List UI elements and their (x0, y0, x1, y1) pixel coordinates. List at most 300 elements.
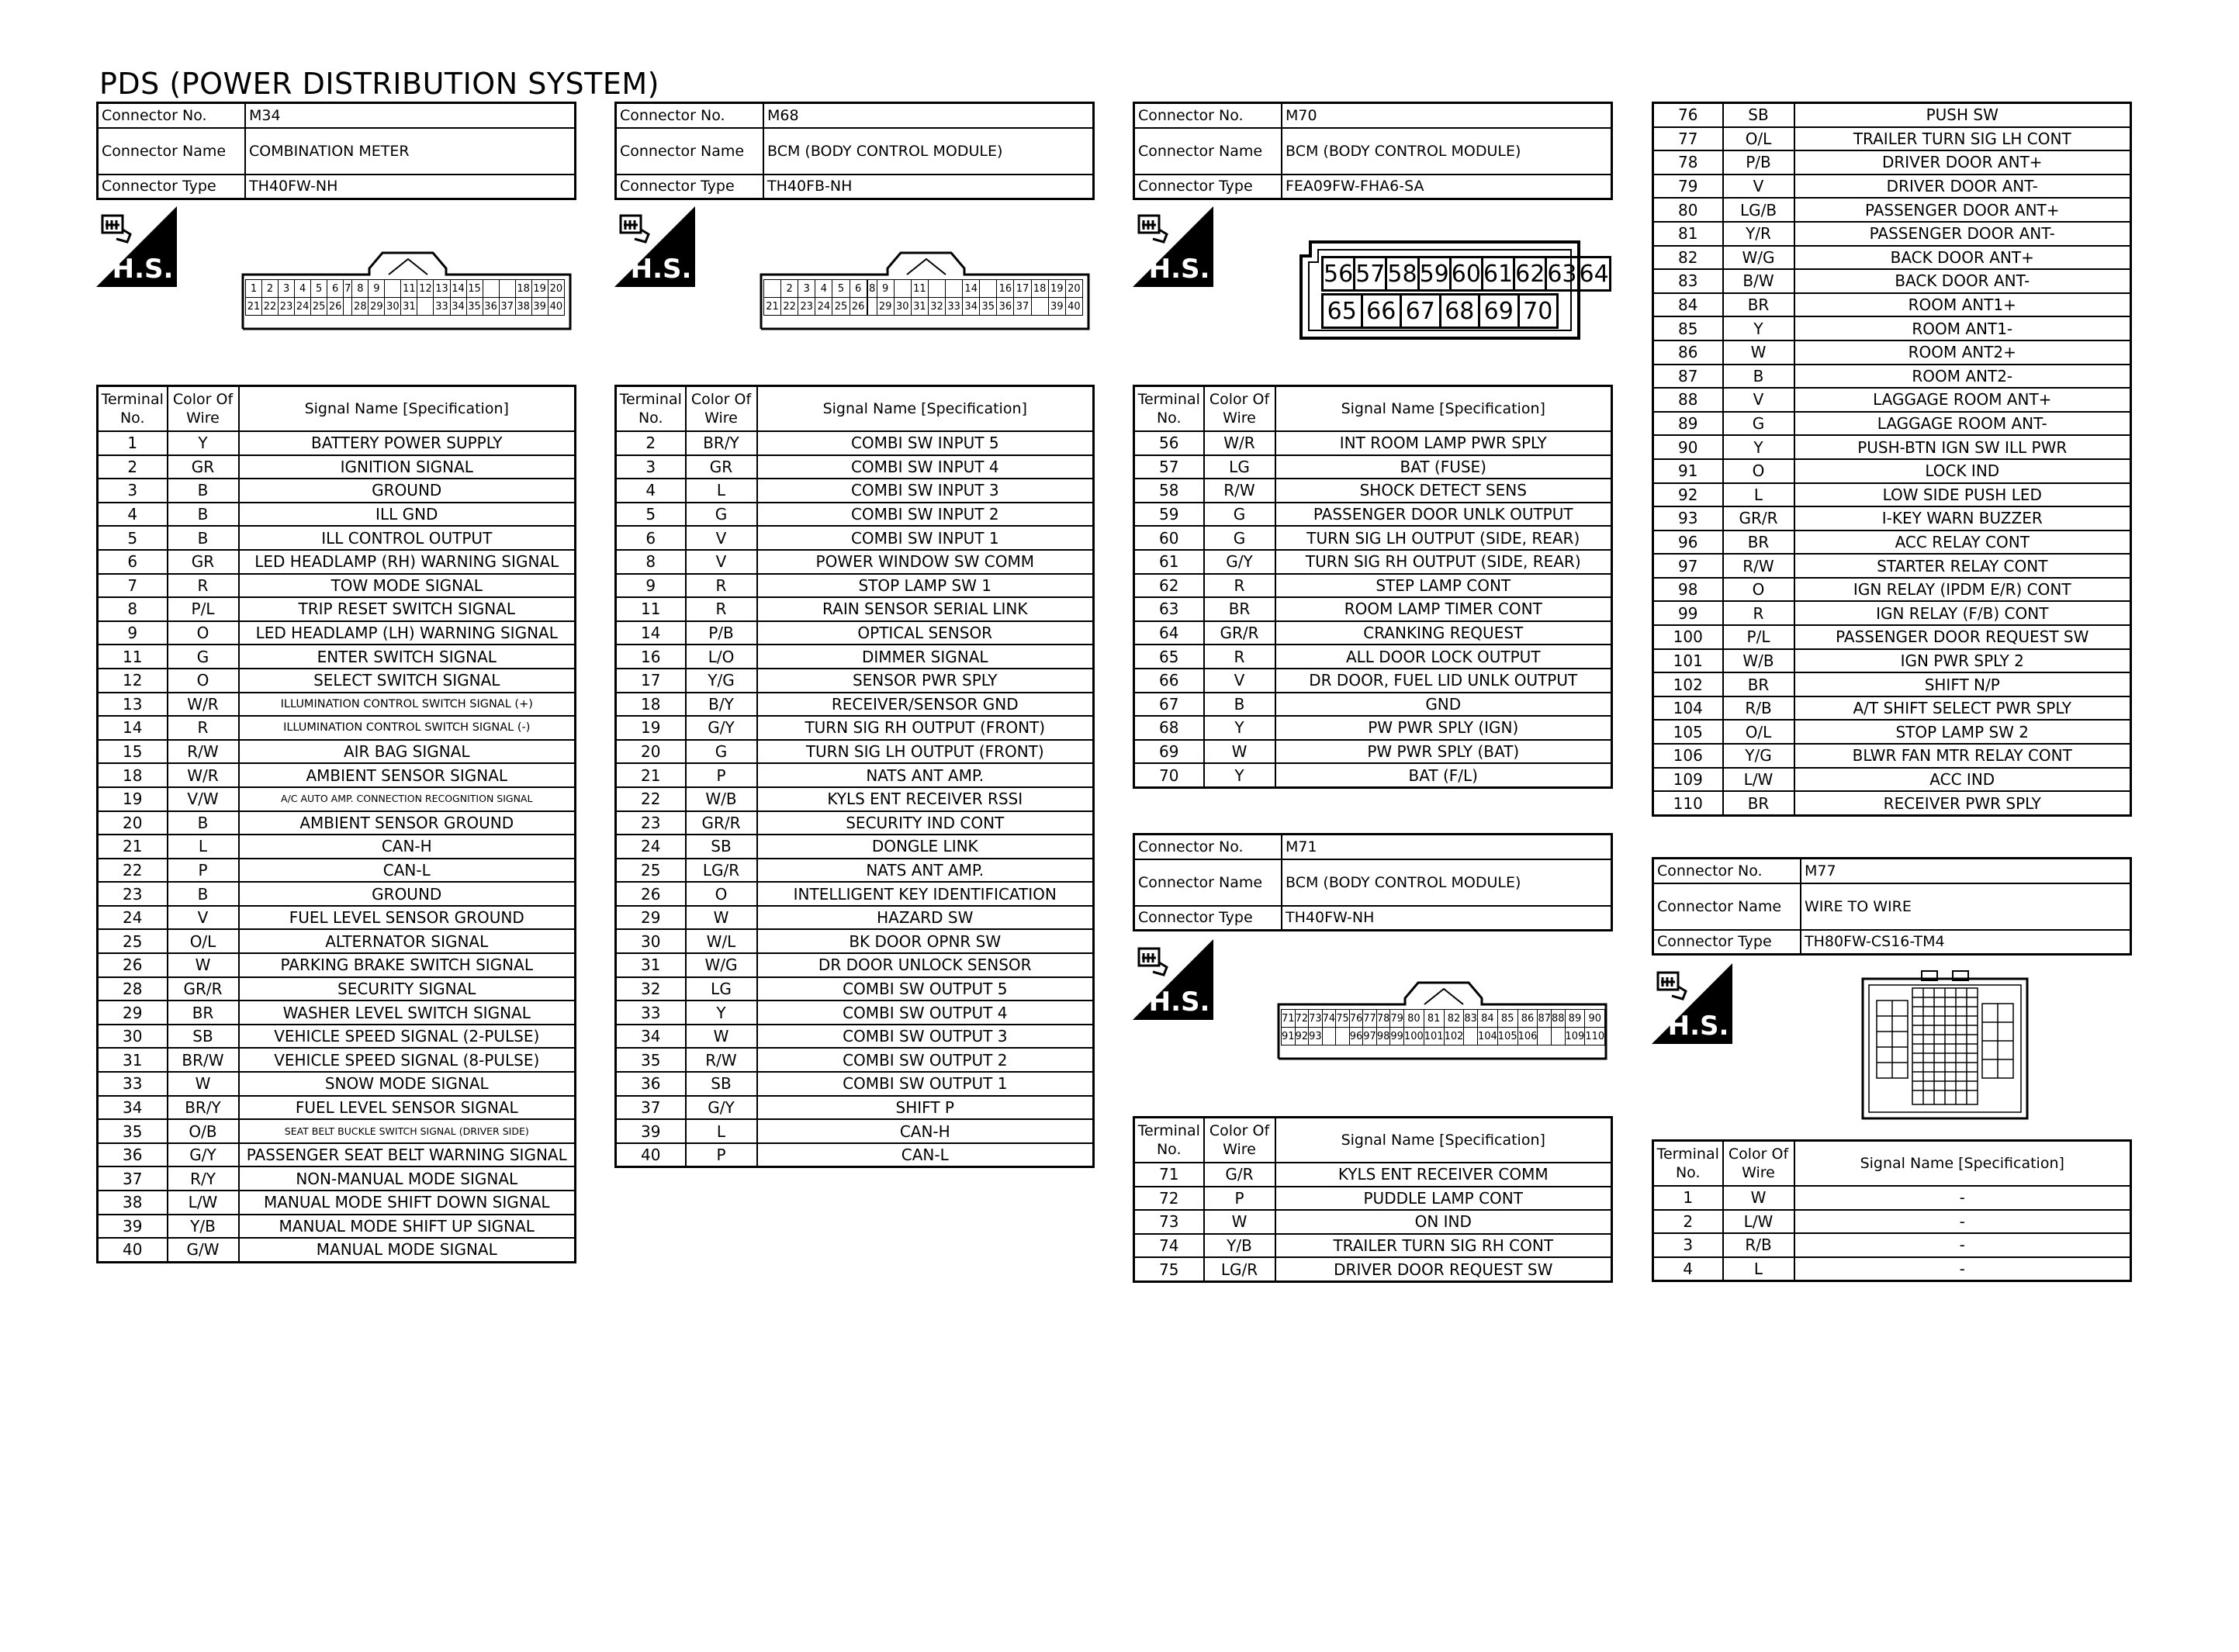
terminal-no: 36 (98, 1143, 168, 1167)
pin-cell: 33 (946, 298, 963, 316)
pin-row (1653, 744, 2131, 768)
connector-name-label: Connector Name (1653, 883, 1801, 930)
pin-cell: 31 (911, 298, 928, 316)
signal-name: ILLUMINATION CONTROL SWITCH SIGNAL (+) (239, 693, 576, 717)
pin-cell: 66 (1362, 295, 1401, 328)
pin-cell: 100 (1403, 1028, 1424, 1045)
wire-color: P/L (168, 597, 239, 621)
pin-cell (385, 280, 401, 298)
harness-side-icon (96, 206, 177, 287)
pin-row (1134, 763, 1612, 787)
wire-color: GR/R (168, 977, 239, 1001)
pin-cell: 18 (515, 280, 531, 298)
terminal-no: 11 (98, 645, 168, 669)
signal-name: COMBI SW INPUT 3 (757, 479, 1094, 503)
signal-name: COMBI SW INPUT 5 (757, 431, 1094, 455)
terminal-no: 68 (1134, 716, 1204, 740)
terminal-no: 2 (98, 455, 168, 479)
m70-connector-face (1299, 239, 1609, 340)
wire-color: BR/Y (168, 1096, 239, 1120)
signal-name: COMBI SW OUTPUT 4 (757, 1001, 1094, 1025)
signal-name: - (1794, 1210, 2131, 1234)
pin-row (98, 621, 576, 645)
pin-cell: 78 (1376, 1010, 1390, 1028)
pin-cell (946, 280, 963, 298)
wire-color: V (1723, 388, 1794, 412)
terminal-no: 19 (616, 716, 686, 740)
pin-cell: 59 (1418, 257, 1450, 291)
signal-name: STARTER RELAY CONT (1794, 554, 2131, 578)
signal-name: SEAT BELT BUCKLE SWITCH SIGNAL (DRIVER SIDE) (239, 1119, 576, 1143)
hs-label: H.S. (1148, 254, 1210, 285)
pin-cell: 101 (1424, 1028, 1444, 1045)
pin-cell: 20 (548, 280, 564, 298)
signal-name: LAGGAGE ROOM ANT+ (1794, 388, 2131, 412)
harness-side-icon (1652, 963, 1732, 1044)
wire-color: G/W (168, 1238, 239, 1262)
terminal-no: 67 (1134, 693, 1204, 717)
connector-name-label: Connector Name (1134, 128, 1282, 175)
pin-row (616, 574, 1094, 598)
pin-row (98, 763, 576, 787)
m34-pin-table (96, 385, 576, 1263)
terminal-no: 96 (1653, 531, 1723, 555)
pin-cell: 87 (1538, 1010, 1552, 1028)
wire-color: B (168, 479, 239, 503)
connector-name-value: BCM (BODY CONTROL MODULE) (1282, 859, 1612, 906)
pin-cell: 40 (548, 298, 564, 316)
wire-color: W (1723, 1186, 1794, 1210)
signal-name: AMBIENT SENSOR GROUND (239, 811, 576, 835)
terminal-no: 60 (1134, 526, 1204, 550)
wire-color: W (1204, 740, 1275, 764)
signal-name: ROOM LAMP TIMER CONT (1275, 597, 1612, 621)
terminal-no: 1 (1653, 1186, 1723, 1210)
wire-color: B (168, 811, 239, 835)
wire-color: W (168, 953, 239, 977)
signal-name: ILLUMINATION CONTROL SWITCH SIGNAL (-) (239, 716, 576, 740)
signal-name: TRAILER TURN SIG RH CONT (1275, 1234, 1612, 1258)
wire-color: GR/R (1204, 621, 1275, 645)
terminal-no: 82 (1653, 246, 1723, 270)
pin-cell (928, 280, 945, 298)
terminal-no: 109 (1653, 768, 1723, 792)
wire-color: BR/W (168, 1048, 239, 1072)
pin-row (1134, 621, 1612, 645)
signal-name: DONGLE LINK (757, 835, 1094, 859)
pin-cell: 75 (1336, 1010, 1350, 1028)
wire-color: W/R (168, 763, 239, 787)
wire-color: G (168, 645, 239, 669)
pin-row (1653, 222, 2131, 246)
pin-row (1653, 483, 2131, 507)
connector-no-value: M34 (245, 103, 576, 128)
signal-name: ACC RELAY CONT (1794, 531, 2131, 555)
terminal-no: 87 (1653, 365, 1723, 389)
pin-row (1653, 768, 2131, 792)
pin-row (616, 811, 1094, 835)
terminal-no: 92 (1653, 483, 1723, 507)
signal-name: FUEL LEVEL SENSOR SIGNAL (239, 1096, 576, 1120)
hs-label: H.S. (1667, 1011, 1729, 1042)
pin-cell: 73 (1309, 1010, 1323, 1028)
signal-name: AIR BAG SIGNAL (239, 740, 576, 764)
terminal-no: 3 (1653, 1233, 1723, 1257)
pin-row (1134, 740, 1612, 764)
terminal-no: 18 (616, 693, 686, 717)
terminal-no: 99 (1653, 601, 1723, 625)
pin-row (98, 1096, 576, 1120)
pin-cell: 13 (434, 280, 450, 298)
signal-name: GROUND (239, 479, 576, 503)
pin-cell: 22 (781, 298, 798, 316)
signal-name: BATTERY POWER SUPPLY (239, 431, 576, 455)
pin-row (98, 574, 576, 598)
pin-cell: 83 (1464, 1010, 1478, 1028)
wire-color: BR (1723, 791, 1794, 815)
terminal-no: 33 (98, 1072, 168, 1096)
signal-name: TURN SIG RH OUTPUT (FRONT) (757, 716, 1094, 740)
signal-name: VEHICLE SPEED SIGNAL (2-PULSE) (239, 1025, 576, 1049)
signal-name: IGN PWR SPLY 2 (1794, 649, 2131, 673)
pin-cell: 14 (450, 280, 466, 298)
pin-row (616, 597, 1094, 621)
pin-cell: 64 (1578, 257, 1610, 291)
pin-cell: 85 (1497, 1010, 1517, 1028)
pin-row (616, 645, 1094, 669)
wire-color: P/L (1723, 625, 1794, 649)
hs-label: H.S. (630, 254, 692, 285)
pin-row (98, 906, 576, 930)
wire-color: R/W (1723, 554, 1794, 578)
wire-color: V (1723, 175, 1794, 199)
wire-color: L/O (686, 645, 757, 669)
pin-row (1653, 1186, 2131, 1210)
terminal-no: 30 (616, 929, 686, 953)
wire-color: W/R (1204, 431, 1275, 455)
terminal-no: 24 (616, 835, 686, 859)
connector-no-label: Connector No. (1134, 835, 1282, 859)
signal-name: COMBI SW OUTPUT 2 (757, 1048, 1094, 1072)
wire-color: LG/R (686, 859, 757, 883)
wire-color: L (1723, 1257, 1794, 1281)
wire-color: O (686, 882, 757, 906)
signal-name: TOW MODE SIGNAL (239, 574, 576, 598)
pin-row (1653, 246, 2131, 270)
wire-color: W (686, 906, 757, 930)
pin-cell: 69 (1479, 295, 1519, 328)
pin-cell: 22 (262, 298, 279, 316)
pin-table-header (1134, 386, 1612, 432)
terminal-no: 80 (1653, 198, 1723, 222)
terminal-no: 90 (1653, 435, 1723, 459)
pin-row (616, 526, 1094, 550)
wire-color: O (1723, 459, 1794, 483)
pin-row (1653, 150, 2131, 175)
wire-color: L (168, 835, 239, 859)
signal-name: I-KEY WARN BUZZER (1794, 506, 2131, 531)
wire-color: SB (168, 1025, 239, 1049)
pin-cell (1336, 1028, 1350, 1045)
wire-color: W/B (686, 787, 757, 811)
pin-cell: 37 (499, 298, 515, 316)
terminal-no: 102 (1653, 672, 1723, 696)
m34-connector-face (241, 250, 572, 330)
signal-name: INT ROOM LAMP PWR SPLY (1275, 431, 1612, 455)
signal-name: DRIVER DOOR ANT+ (1794, 150, 2131, 175)
pin-cell (1322, 1028, 1336, 1045)
terminal-no: 85 (1653, 316, 1723, 340)
pin-cell: 38 (515, 298, 531, 316)
pin-cell: 72 (1295, 1010, 1309, 1028)
wire-color: Y (1723, 316, 1794, 340)
pin-cell: 39 (531, 298, 548, 316)
pin-cell: 88 (1551, 1010, 1565, 1028)
wire-color: G/Y (686, 716, 757, 740)
m68-pin-table (614, 385, 1095, 1168)
wire-color: P (168, 859, 239, 883)
terminal-no: 83 (1653, 269, 1723, 293)
pin-row (1134, 574, 1612, 598)
terminal-no: 8 (616, 550, 686, 574)
terminal-no: 4 (616, 479, 686, 503)
wire-color: O (168, 669, 239, 693)
connector-no-label: Connector No. (98, 103, 246, 128)
terminal-no: 73 (1134, 1210, 1204, 1234)
signal-name: KYLS ENT RECEIVER COMM (1275, 1163, 1612, 1187)
signal-name: PW PWR SPLY (BAT) (1275, 740, 1612, 764)
pin-row (616, 859, 1094, 883)
pin-row (98, 431, 576, 455)
m77-connector-info (1652, 857, 2132, 956)
wire-color: O (1723, 578, 1794, 602)
wire-color: B (1723, 365, 1794, 389)
pin-row (616, 1025, 1094, 1049)
signal-name: - (1794, 1186, 2131, 1210)
signal-name: IGNITION SIGNAL (239, 455, 576, 479)
pin-row (1653, 198, 2131, 222)
color-of-wire-header: Color Of Wire (1204, 1118, 1275, 1163)
terminal-no: 91 (1653, 459, 1723, 483)
signal-name: COMBI SW OUTPUT 1 (757, 1072, 1094, 1096)
pin-row (1134, 503, 1612, 527)
terminal-no: 23 (98, 882, 168, 906)
wire-color: BR/Y (686, 431, 757, 455)
connector-no-value: M70 (1282, 103, 1612, 128)
pin-row (1323, 257, 1611, 291)
terminal-no: 38 (98, 1191, 168, 1215)
pin-row (1653, 340, 2131, 365)
pin-cell: 58 (1386, 257, 1418, 291)
connector-name-value: BCM (BODY CONTROL MODULE) (763, 128, 1094, 175)
signal-name: COMBI SW OUTPUT 3 (757, 1025, 1094, 1049)
pin-row (616, 1048, 1094, 1072)
signal-name: MANUAL MODE SHIFT DOWN SIGNAL (239, 1191, 576, 1215)
pin-cell: 77 (1363, 1010, 1377, 1028)
terminal-no-header: Terminal No. (1134, 386, 1204, 432)
pin-cell: 96 (1349, 1028, 1363, 1045)
terminal-no: 7 (98, 574, 168, 598)
pin-cell: 7 (344, 280, 352, 298)
pin-row (764, 280, 1083, 298)
terminal-no: 70 (1134, 763, 1204, 787)
m68-connector-info (614, 102, 1095, 200)
pin-row (1653, 412, 2131, 436)
pin-table-header (1653, 1141, 2131, 1187)
signal-name: CAN-L (239, 859, 576, 883)
pin-row (98, 693, 576, 717)
pin-row (1653, 1257, 2131, 1281)
pin-cell: 63 (1546, 257, 1578, 291)
pin-cell: 86 (1517, 1010, 1538, 1028)
signal-name: DRIVER DOOR REQUEST SW (1275, 1257, 1612, 1281)
pin-row (616, 977, 1094, 1001)
pin-cell (894, 280, 911, 298)
hs-label: H.S. (112, 254, 174, 285)
pin-cell (499, 280, 515, 298)
pin-cell: 9 (877, 280, 894, 298)
m77-pin-table (1652, 1139, 2132, 1282)
pin-cell: 1 (246, 280, 262, 298)
pin-row (1134, 455, 1612, 479)
terminal-no: 14 (616, 621, 686, 645)
pin-row (246, 298, 565, 316)
terminal-no: 2 (616, 431, 686, 455)
pin-row (98, 479, 576, 503)
pin-cell: 5 (311, 280, 327, 298)
m68-connector-face (760, 250, 1090, 330)
pin-row (98, 811, 576, 835)
signal-name: SHIFT N/P (1794, 672, 2131, 696)
page-title: PDS (POWER DISTRIBUTION SYSTEM) (99, 67, 660, 101)
pin-row (98, 1143, 576, 1167)
wire-color: L/W (1723, 768, 1794, 792)
signal-name: VEHICLE SPEED SIGNAL (8-PULSE) (239, 1048, 576, 1072)
pin-row (1134, 716, 1612, 740)
pin-cell: 39 (1048, 298, 1065, 316)
pin-cell: 106 (1517, 1028, 1538, 1045)
wire-color: SB (686, 835, 757, 859)
pin-row (1134, 1163, 1612, 1187)
wire-color: G/Y (1204, 550, 1275, 574)
pin-cell: 33 (434, 298, 450, 316)
signal-name-header: Signal Name [Specification] (239, 386, 576, 432)
pin-cell: 105 (1497, 1028, 1517, 1045)
connector-no-value: M68 (763, 103, 1094, 128)
terminal-no: 57 (1134, 455, 1204, 479)
wire-color: SB (686, 1072, 757, 1096)
wire-color: G (1723, 412, 1794, 436)
signal-name: SNOW MODE SIGNAL (239, 1072, 576, 1096)
pin-cell: 26 (850, 298, 867, 316)
pin-row (98, 835, 576, 859)
wire-color: SB (1723, 103, 1794, 127)
pin-row (1653, 175, 2131, 199)
pin-cell: 76 (1349, 1010, 1363, 1028)
signal-name: STOP LAMP SW 1 (757, 574, 1094, 598)
pin-cell: 23 (798, 298, 815, 316)
pin-cell: 70 (1518, 295, 1558, 328)
pin-row (98, 929, 576, 953)
terminal-no: 22 (98, 859, 168, 883)
connector-type-value: FEA09FW-FHA6-SA (1282, 175, 1612, 199)
pin-row (1653, 269, 2131, 293)
signal-name: CAN-H (757, 1119, 1094, 1143)
signal-name: OPTICAL SENSOR (757, 621, 1094, 645)
wire-color: Y (1204, 763, 1275, 787)
terminal-no-header: Terminal No. (98, 386, 168, 432)
pin-cell: 109 (1565, 1028, 1585, 1045)
signal-name: A/C AUTO AMP. CONNECTION RECOGNITION SIGNAL (239, 787, 576, 811)
pin-row (616, 669, 1094, 693)
m70-pin-table (1133, 385, 1613, 789)
pin-cell (1538, 1028, 1552, 1045)
terminal-no: 39 (616, 1119, 686, 1143)
terminal-no: 76 (1653, 103, 1723, 127)
signal-name: ROOM ANT2- (1794, 365, 2131, 389)
terminal-no: 101 (1653, 649, 1723, 673)
terminal-no: 40 (98, 1238, 168, 1262)
signal-name: POWER WINDOW SW COMM (757, 550, 1094, 574)
signal-name: COMBI SW INPUT 1 (757, 526, 1094, 550)
signal-name: BACK DOOR ANT+ (1794, 246, 2131, 270)
signal-name: ROOM ANT1- (1794, 316, 2131, 340)
m71-connector-info (1133, 833, 1613, 931)
connector-name-value: WIRE TO WIRE (1801, 883, 2131, 930)
signal-name: IGN RELAY (F/B) CONT (1794, 601, 2131, 625)
pin-row (1134, 550, 1612, 574)
pin-cell: 62 (1514, 257, 1546, 291)
terminal-no: 2 (1653, 1210, 1723, 1234)
terminal-no: 8 (98, 597, 168, 621)
pin-table-header (616, 386, 1094, 432)
pin-row (616, 693, 1094, 717)
signal-name: HAZARD SW (757, 906, 1094, 930)
pin-cell: 91 (1282, 1028, 1296, 1045)
terminal-no: 5 (616, 503, 686, 527)
signal-name: BLWR FAN MTR RELAY CONT (1794, 744, 2131, 768)
pin-row (98, 1215, 576, 1239)
pin-row (1653, 672, 2131, 696)
terminal-no: 9 (98, 621, 168, 645)
pin-cell (483, 280, 499, 298)
wire-color: Y/B (1204, 1234, 1275, 1258)
pin-cell: 110 (1585, 1028, 1605, 1045)
signal-name: PUDDLE LAMP CONT (1275, 1187, 1612, 1211)
harness-side-icon (614, 206, 695, 287)
pin-cell (417, 298, 434, 316)
signal-name: AMBIENT SENSOR SIGNAL (239, 763, 576, 787)
wire-color: W (1204, 1210, 1275, 1234)
pin-row (98, 1001, 576, 1025)
signal-name: BAT (FUSE) (1275, 455, 1612, 479)
wire-color: GR (168, 550, 239, 574)
wire-color: R (1204, 574, 1275, 598)
pin-row (1653, 601, 2131, 625)
signal-name: ON IND (1275, 1210, 1612, 1234)
terminal-no: 9 (616, 574, 686, 598)
pin-cell (867, 298, 877, 316)
terminal-no-header: Terminal No. (1134, 1118, 1204, 1163)
pin-row (98, 1025, 576, 1049)
signal-name: LED HEADLAMP (RH) WARNING SIGNAL (239, 550, 576, 574)
signal-name: RAIN SENSOR SERIAL LINK (757, 597, 1094, 621)
terminal-no: 21 (616, 763, 686, 787)
pin-cell: 8 (867, 280, 877, 298)
pin-cell: 11 (911, 280, 928, 298)
pin-row (1134, 431, 1612, 455)
pin-row (1653, 388, 2131, 412)
